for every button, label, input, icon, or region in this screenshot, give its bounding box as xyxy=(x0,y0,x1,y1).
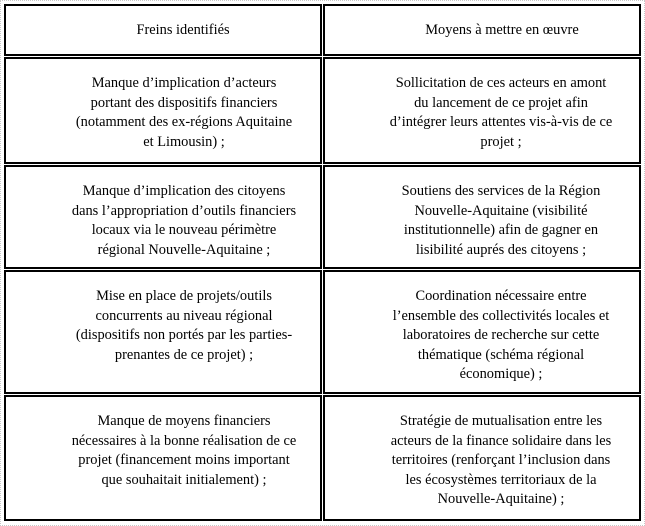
frein-text: Manque de moyens financiers nécessaires à la bonne réalisation de ce projet (financement moins important que souhaitait initialement) ; xyxy=(71,413,297,488)
moyen-text: Sollicitation de ces acteurs en amont du lancement de ce projet afin d’intégrer leurs attentes vis-à-vis de ce projet ; xyxy=(389,75,613,150)
table-cell-frein xyxy=(4,395,322,521)
header-freins: Freins identifiés xyxy=(136,22,230,38)
table-cell-moyen xyxy=(323,270,641,394)
frein-text: Manque d’implication d’acteurs portant des dispositifs financiers (notamment des ex-régions Aquitaine et Limousin) ; xyxy=(75,75,293,150)
frein-text: Mise en place de projets/outils concurrents au niveau régional (dispositifs non portés par les parties- prenantes de ce projet) ; xyxy=(75,288,293,363)
header-moyens: Moyens à mettre en œuvre xyxy=(425,22,579,38)
moyen-text: Stratégie de mutualisation entre les acteurs de la finance solidaire dans les territoires (renforçant l’inclusion dans les écosystèmes territoriaux de la Nouvelle-Aquitaine) ; xyxy=(390,413,612,507)
table-cell-moyen xyxy=(323,57,641,164)
table-cell-frein xyxy=(4,270,322,394)
header-cell-moyens xyxy=(323,4,641,56)
moyen-text: Coordination nécessaire entre l’ensemble des collectivités locales et laboratoires de recherche sur cette thématique (schéma régional économique) ; xyxy=(392,288,610,382)
table-cell-frein xyxy=(4,57,322,164)
table-cell-frein xyxy=(4,165,322,269)
frein-text: Manque d’implication des citoyens dans l’appropriation d’outils financiers locaux via le nouveau périmètre régional Nouvelle-Aquitaine ; xyxy=(71,183,297,258)
header-cell-freins xyxy=(4,4,322,56)
table-cell-moyen xyxy=(323,395,641,521)
table-cell-moyen xyxy=(323,165,641,269)
moyen-text: Soutiens des services de la Région Nouvelle-Aquitaine (visibilité institutionnelle) afin de gagner en lisibilité auprés des citoyens ; xyxy=(401,183,601,258)
